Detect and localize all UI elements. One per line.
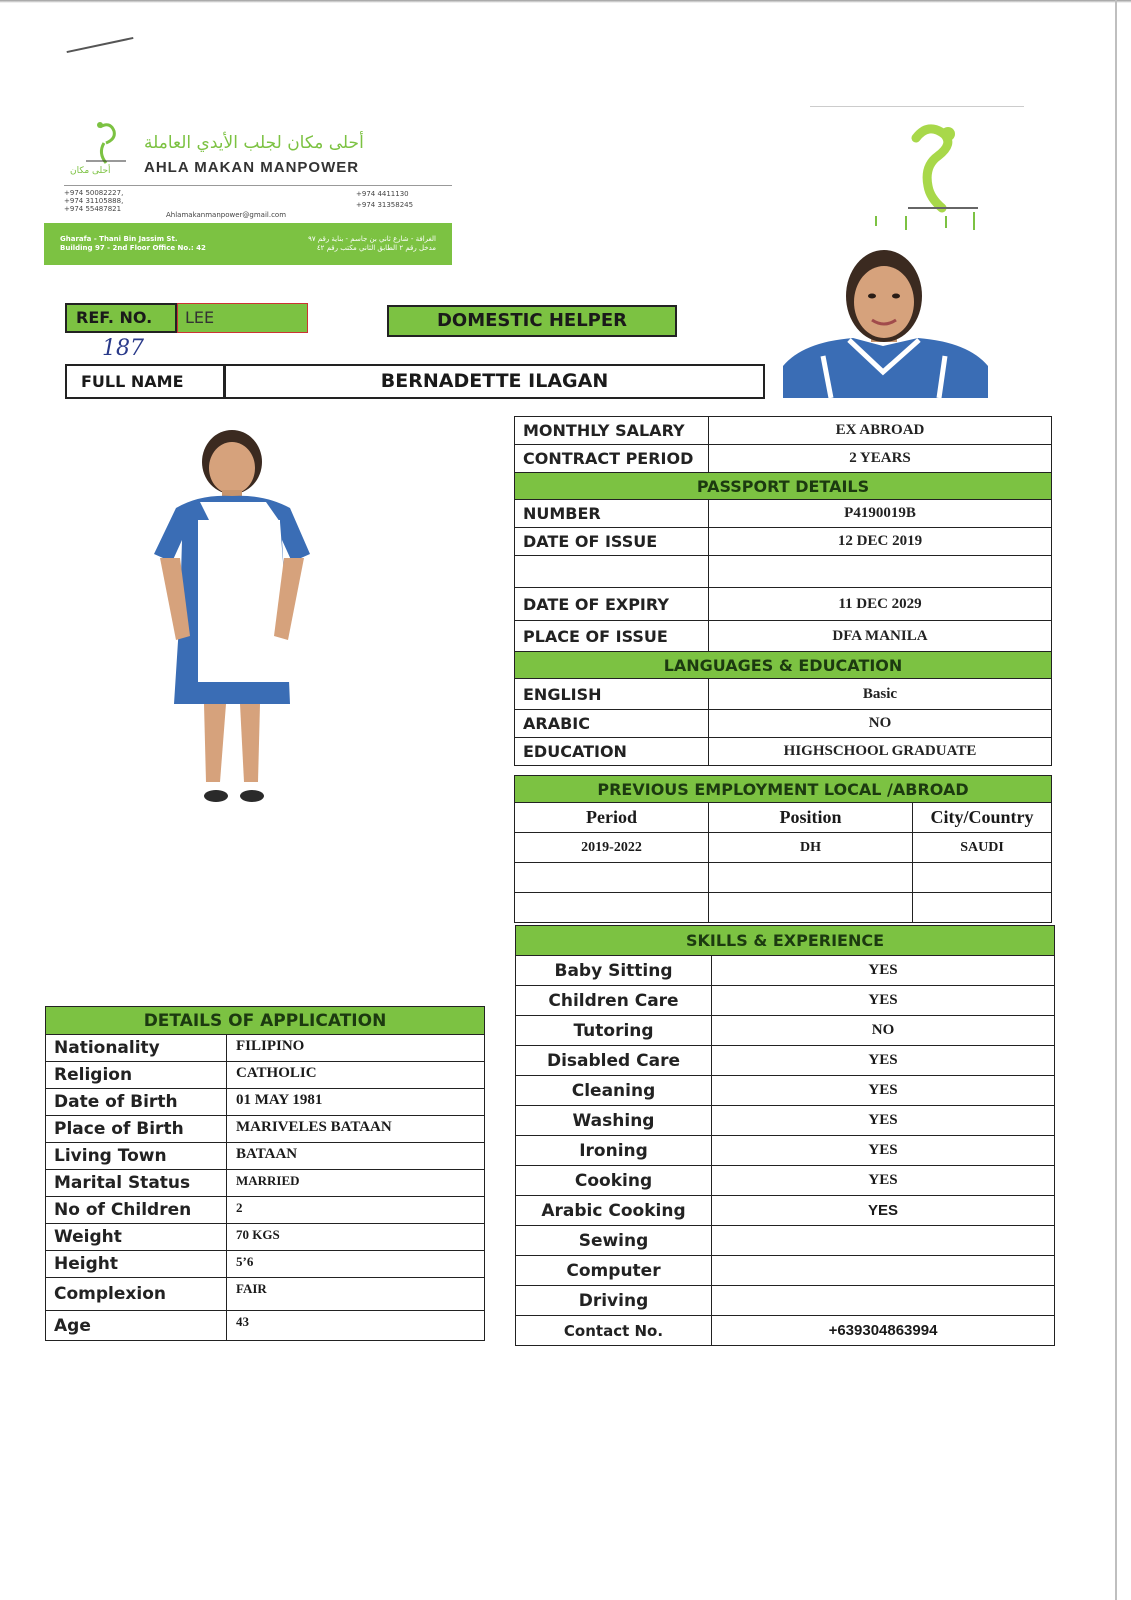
employment-header-position: Position [709,803,913,833]
skill-value: YES [712,1196,1055,1226]
detail-value: 2 [227,1197,485,1224]
table-row [516,986,1055,1016]
skill-value: YES [712,1076,1055,1106]
table-row [515,738,1052,766]
skill-value [712,1286,1055,1316]
skill-label: Children Care [516,986,712,1016]
scan-top-edge [0,0,1131,3]
skill-label: Sewing [516,1226,712,1256]
place-of-issue-value: DFA MANILA [709,621,1052,652]
table-row [515,528,1052,556]
detail-label: Height [46,1251,227,1278]
skill-label: Ironing [516,1136,712,1166]
employment-header-period: Period [515,803,709,833]
table-row [516,1196,1055,1226]
detail-value: FAIR [227,1278,485,1311]
detail-value: BATAAN [227,1143,485,1170]
company-email: Ahlamakanmanpower@gmail.com [166,211,287,219]
table-row [515,679,1052,710]
table-row [46,1251,485,1278]
passport-number-label: NUMBER [515,500,709,528]
table-row [515,473,1052,500]
table-row [515,710,1052,738]
detail-label: Place of Birth [46,1116,227,1143]
detail-label: Weight [46,1224,227,1251]
date-of-issue-label: DATE OF ISSUE [515,528,709,556]
table-row [515,863,1052,893]
skill-value: YES [712,956,1055,986]
education-label: EDUCATION [515,738,709,766]
employment-cell [515,893,709,923]
table-row [515,588,1052,621]
ref-handwritten-number: 187 [102,336,144,361]
employment-header-country: City/Country [913,803,1052,833]
skills-section-header: SKILLS & EXPERIENCE [516,926,1055,956]
english-value: Basic [709,679,1052,710]
detail-label: Religion [46,1062,227,1089]
table-row [515,445,1052,473]
table-row [515,621,1052,652]
detail-label: Date of Birth [46,1089,227,1116]
table-row [515,833,1052,863]
skill-label: Arabic Cooking [516,1196,712,1226]
skill-value [712,1226,1055,1256]
employment-cell [709,893,913,923]
detail-label: Living Town [46,1143,227,1170]
company-header [44,113,452,271]
company-name-arabic: أحلى مكان لجلب الأيدي العاملة [144,133,364,153]
address-arabic: الغرافة - شارع ثاني بن جاسم - بناية رقم ٩٧ مدخل رقم ٢ الطابق الثاني مكتب رقم ٤٢ [308,235,436,252]
table-row [516,1076,1055,1106]
table-row [516,1166,1055,1196]
employment-section-header: PREVIOUS EMPLOYMENT LOCAL /ABROAD [515,776,1052,803]
detail-label: Age [46,1311,227,1341]
employment-cell: 2019-2022 [515,833,709,863]
skill-value: YES [712,1166,1055,1196]
table-row [516,1256,1055,1286]
table-row [516,1286,1055,1316]
table-row [515,417,1052,445]
employment-table [514,775,1052,923]
table-row [46,1224,485,1251]
contact-label: Contact No. [516,1316,712,1346]
company-name-english: AHLA MAKAN MANPOWER [144,159,360,176]
table-row [46,1089,485,1116]
ref-no-label: REF. NO. [65,303,177,333]
detail-value: CATHOLIC [227,1062,485,1089]
skill-value: YES [712,1136,1055,1166]
skill-label: Disabled Care [516,1046,712,1076]
company-phones-left: +974 50082227, +974 31105888, +974 55487821 [64,189,124,213]
arabic-label: ARABIC [515,710,709,738]
detail-label: No of Children [46,1197,227,1224]
detail-value: MARIVELES BATAAN [227,1116,485,1143]
languages-section-header: LANGUAGES & EDUCATION [515,652,1052,679]
table-row [46,1035,485,1062]
table-row [516,1016,1055,1046]
job-title: DOMESTIC HELPER [387,305,677,337]
skill-label: Washing [516,1106,712,1136]
employment-cell: DH [709,833,913,863]
table-row [46,1007,485,1035]
table-row [515,803,1052,833]
table-row [46,1311,485,1341]
table-row [515,500,1052,528]
detail-value: 43 [227,1311,485,1341]
employment-cell [913,893,1052,923]
detail-label: Nationality [46,1035,227,1062]
skill-value [712,1256,1055,1286]
company-phones-right: +974 4411130 +974 31358245 [356,190,414,209]
skill-label: Baby Sitting [516,956,712,986]
date-of-expiry-value: 11 DEC 2029 [709,588,1052,621]
table-row [46,1062,485,1089]
portrait-photo [783,246,988,398]
full-body-photo [140,430,320,810]
arabic-value: NO [709,710,1052,738]
employment-cell [515,863,709,893]
table-row [515,652,1052,679]
skill-value: YES [712,986,1055,1016]
address-english: Gharafa - Thani Bin Jassim St. Building 97 - 2nd Floor Office No.: 42 [60,235,206,252]
contact-value: +639304863994 [712,1316,1055,1346]
skills-table [515,925,1055,1346]
table-row [516,926,1055,956]
detail-label: Complexion [46,1278,227,1311]
ref-no-value: LEE [177,303,308,333]
svg-text:أحلى مكان: أحلى مكان [70,166,111,176]
detail-value: 01 MAY 1981 [227,1089,485,1116]
skill-value: YES [712,1106,1055,1136]
table-row [516,1046,1055,1076]
detail-value: 5’6 [227,1251,485,1278]
skill-label: Tutoring [516,1016,712,1046]
empty-cell [515,556,709,588]
table-row [515,556,1052,588]
skill-label: Cooking [516,1166,712,1196]
address-band [44,223,452,265]
passport-number-value: P4190019B [709,500,1052,528]
education-value: HIGHSCHOOL GRADUATE [709,738,1052,766]
empty-cell [709,556,1052,588]
table-row [46,1170,485,1197]
application-details-table [45,1006,485,1341]
date-of-expiry-label: DATE OF EXPIRY [515,588,709,621]
table-row [516,1106,1055,1136]
employment-cell: SAUDI [913,833,1052,863]
place-of-issue-label: PLACE OF ISSUE [515,621,709,652]
table-row [516,1316,1055,1346]
table-row [46,1197,485,1224]
passport-section-header: PASSPORT DETAILS [515,473,1052,500]
contract-period-label: CONTRACT PERIOD [515,445,709,473]
table-row [46,1278,485,1311]
monthly-salary-label: MONTHLY SALARY [515,417,709,445]
skill-label: Cleaning [516,1076,712,1106]
table-row [515,893,1052,923]
skill-value: NO [712,1016,1055,1046]
skill-value: YES [712,1046,1055,1076]
header-divider [64,185,452,186]
detail-label: Marital Status [46,1170,227,1197]
table-row [516,956,1055,986]
scan-right-edge [1115,0,1117,1600]
company-logo-large [858,104,1008,234]
detail-value: 70 KGS [227,1224,485,1251]
full-name-value: BERNADETTE ILAGAN [224,364,765,399]
contract-passport-table [514,416,1052,766]
skill-label: Driving [516,1286,712,1316]
english-label: ENGLISH [515,679,709,710]
table-row [515,776,1052,803]
table-row [516,1226,1055,1256]
table-row [516,1136,1055,1166]
contract-period-value: 2 YEARS [709,445,1052,473]
date-of-issue-value: 12 DEC 2019 [709,528,1052,556]
company-logo-icon [64,119,134,181]
full-name-label: FULL NAME [65,364,225,399]
detail-value: FILIPINO [227,1035,485,1062]
table-row [46,1143,485,1170]
application-section-header: DETAILS OF APPLICATION [46,1007,485,1035]
pen-mark [67,37,134,53]
employment-cell [913,863,1052,893]
monthly-salary-value: EX ABROAD [709,417,1052,445]
table-row [46,1116,485,1143]
detail-value: MARRIED [227,1170,485,1197]
skill-label: Computer [516,1256,712,1286]
employment-cell [709,863,913,893]
